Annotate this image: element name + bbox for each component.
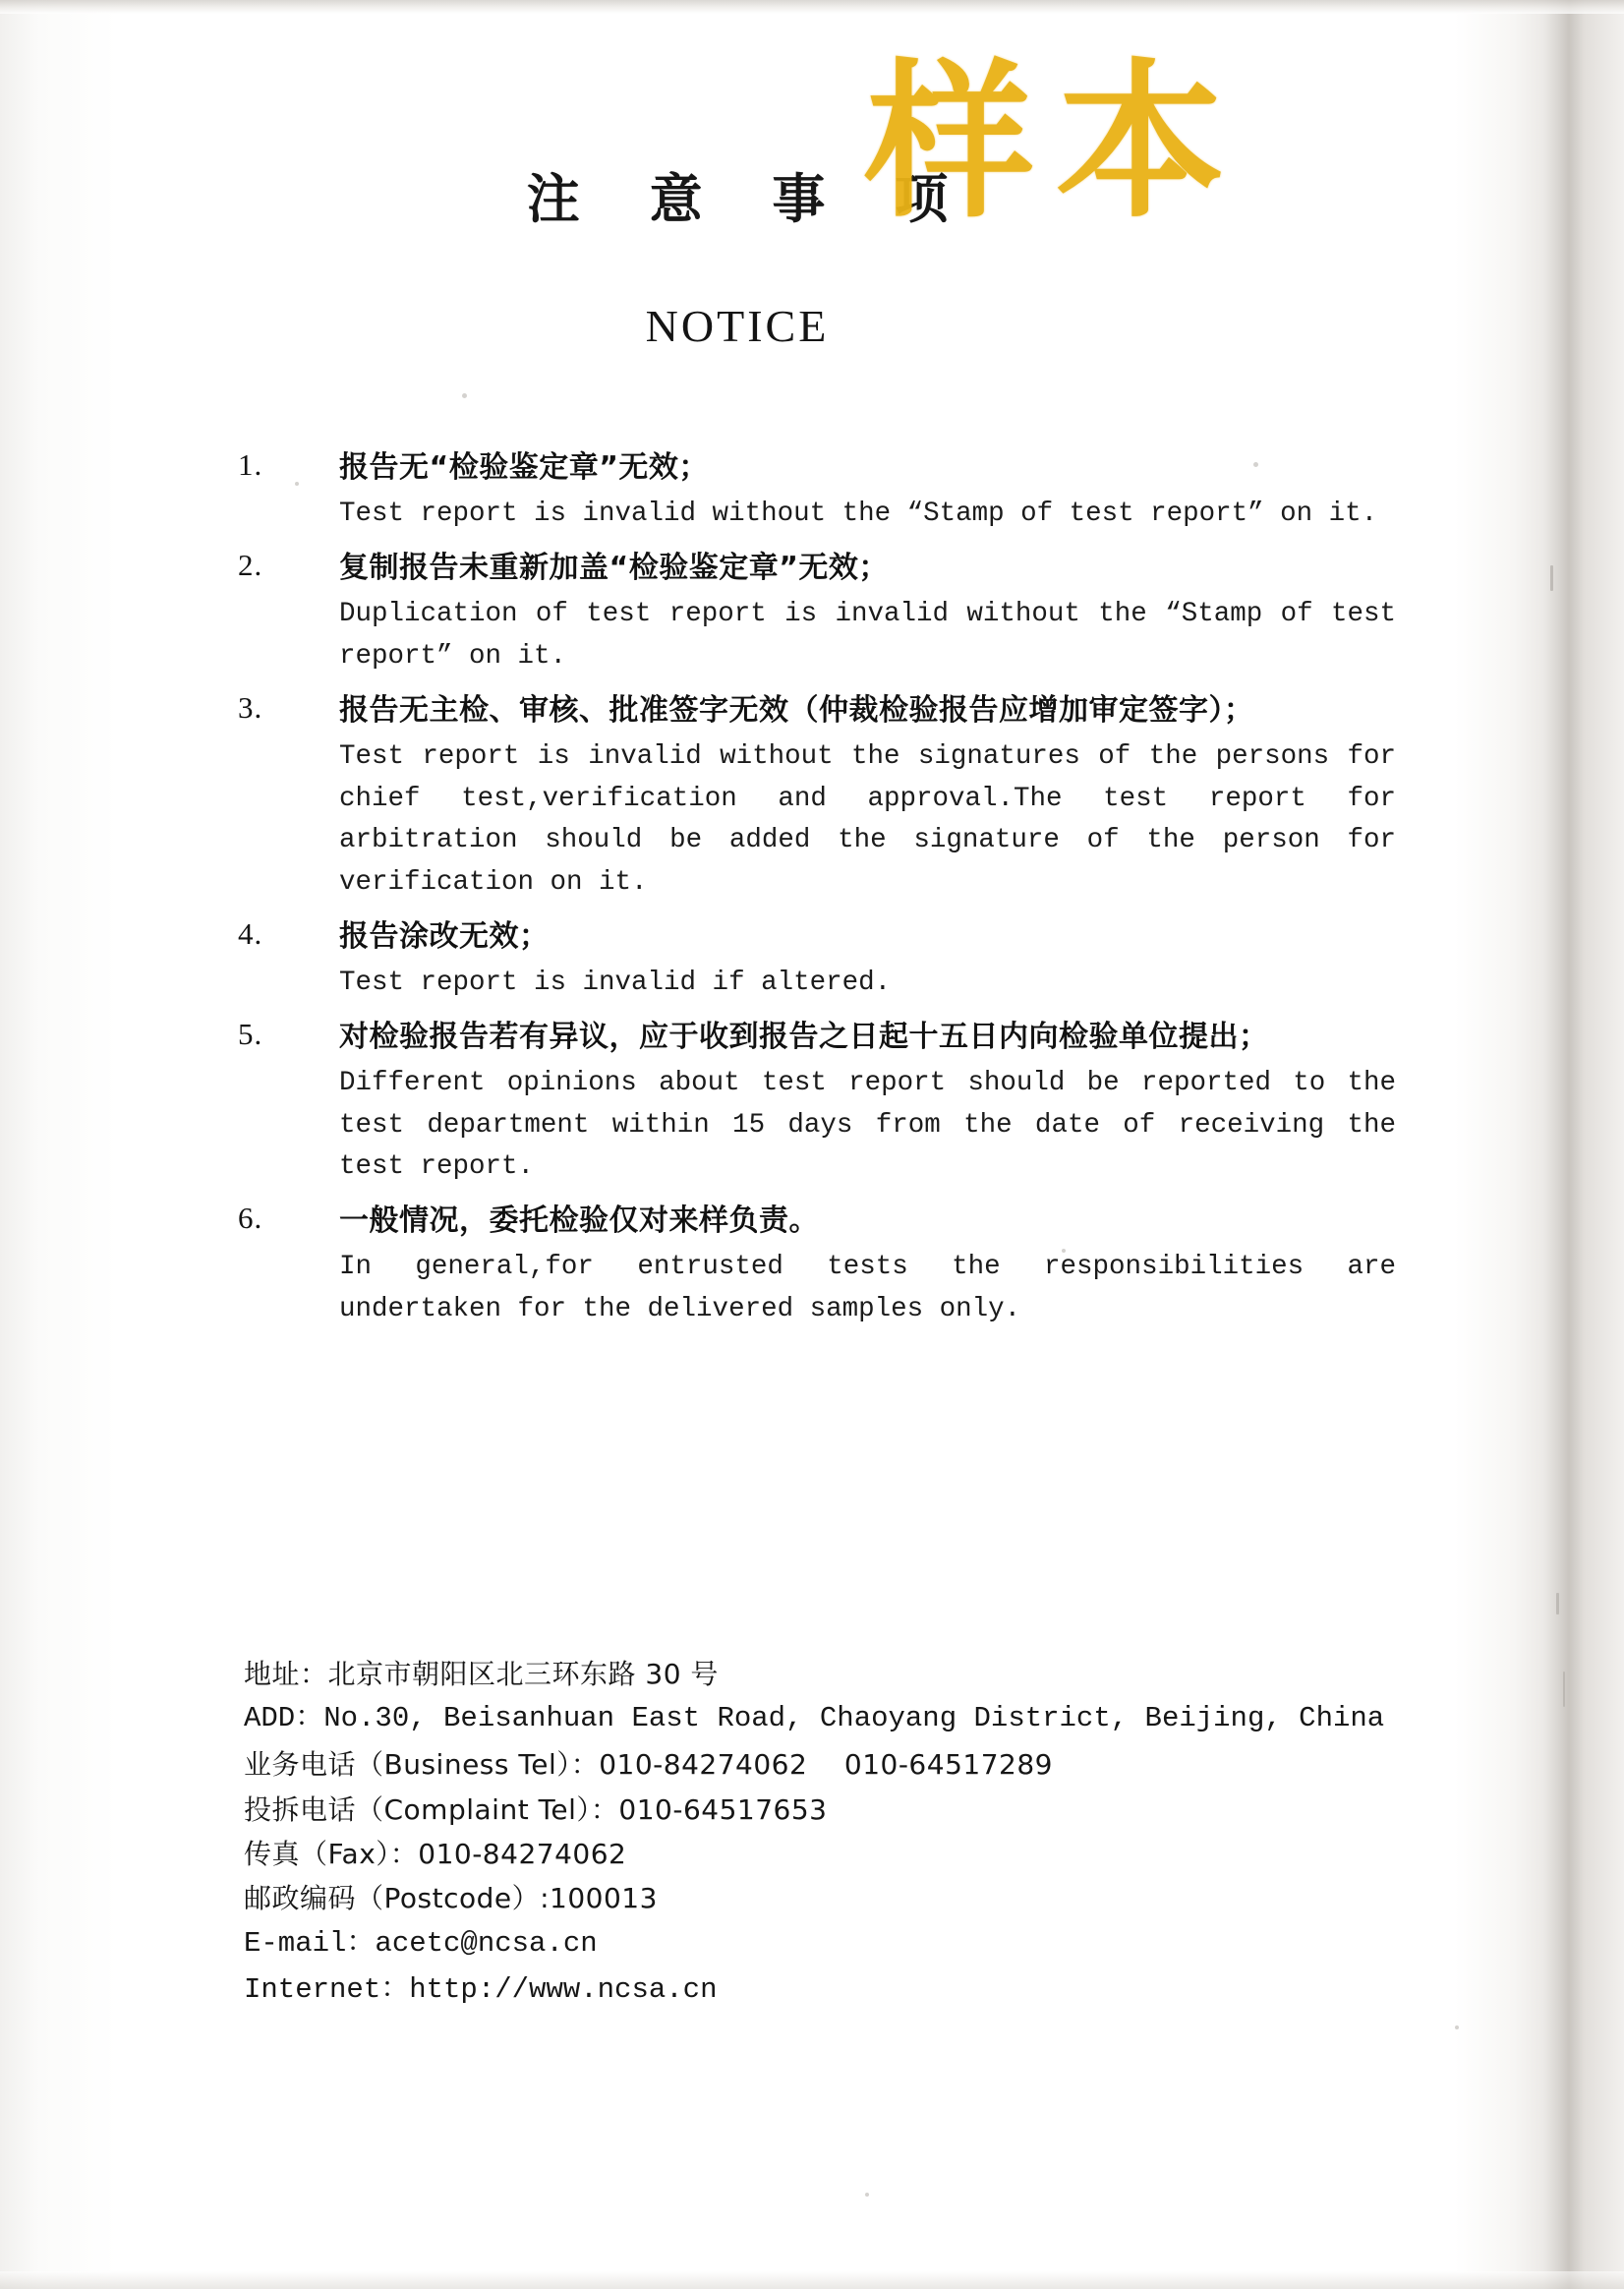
- notice-item-number: 1.: [238, 447, 263, 482]
- notice-item-english: Duplication of test report is invalid without the “Stamp of test report” on it.: [339, 599, 1396, 673]
- notice-item-chinese: 报告涂改无效；: [339, 918, 550, 954]
- footer-fax: 传真（Fax）：010-84274062: [244, 1838, 627, 1871]
- page-title-chinese: 注 意 事 项: [526, 167, 974, 230]
- notice-item: [0, 447, 1475, 536]
- page-right-edge-artifacts: [1536, 0, 1624, 2289]
- notice-item-english: In general,for entrusted tests the responsibilities are undertaken for the delivered samples only.: [339, 1252, 1396, 1324]
- notice-list: [0, 447, 1475, 1342]
- notice-item-number: 4.: [238, 915, 263, 951]
- notice-item-number: 2.: [238, 548, 263, 583]
- notice-item-number: 3.: [238, 689, 263, 725]
- notice-item-english: Different opinions about test report should be reported to the test department within 15 days from the date of receiving the test report.: [339, 1067, 1396, 1183]
- footer-address-chinese: 地址：北京市朝阳区北三环东路 30 号: [244, 1658, 719, 1690]
- footer-internet: Internet：http://www.ncsa.cn: [244, 1972, 718, 2006]
- notice-item-number: 6.: [238, 1200, 263, 1235]
- footer-complaint-tel: 投拆电话（Complaint Tel）：010-64517653: [244, 1792, 828, 1826]
- notice-item: [0, 1017, 1475, 1189]
- notice-item-chinese: 一般情况，委托检验仅对来样负责。: [339, 1203, 819, 1238]
- footer-business-tel: 业务电话（Business Tel）：010-84274062 010-64517289: [244, 1748, 1053, 1782]
- notice-item-english: Test report is invalid without the signatures of the persons for chief test,verification and approval.The test report for arbitration should be added the signature of the person for verification on it.: [339, 741, 1396, 898]
- notice-item-number: 5.: [238, 1016, 263, 1051]
- notice-item-chinese: 报告无主检、审核、批准签字无效（仲裁检验报告应增加审定签字）；: [339, 692, 1254, 728]
- footer-contact-block: [244, 1652, 1384, 2014]
- sample-watermark-stamp: 样本: [865, 41, 1247, 241]
- notice-item: [0, 548, 1475, 678]
- notice-item-chinese: 复制报告未重新加盖“检验鉴定章”无效；: [339, 551, 889, 586]
- notice-item-chinese: 对检验报告若有异议，应于收到报告之日起十五日内向检验单位提出；: [339, 1019, 1269, 1054]
- footer-postcode: 邮政编码（Postcode）:100013: [244, 1882, 658, 1915]
- notice-item: [0, 690, 1475, 905]
- footer-address-english: ADD：No.30, Beisanhuan East Road, Chaoyang District, Beijing, China: [244, 1702, 1385, 1735]
- footer-email: E-mail：acetc@ncsa.cn: [244, 1926, 598, 1960]
- notice-item-english: Test report is invalid without the “Stamp of test report” on it.: [339, 499, 1378, 530]
- notice-item-chinese: 报告无“检验鉴定章”无效；: [339, 450, 709, 485]
- page-title-english: NOTICE: [645, 301, 830, 351]
- notice-item: [0, 1201, 1475, 1331]
- notice-item-english: Test report is invalid if altered.: [339, 967, 892, 998]
- notice-item: [0, 916, 1475, 1005]
